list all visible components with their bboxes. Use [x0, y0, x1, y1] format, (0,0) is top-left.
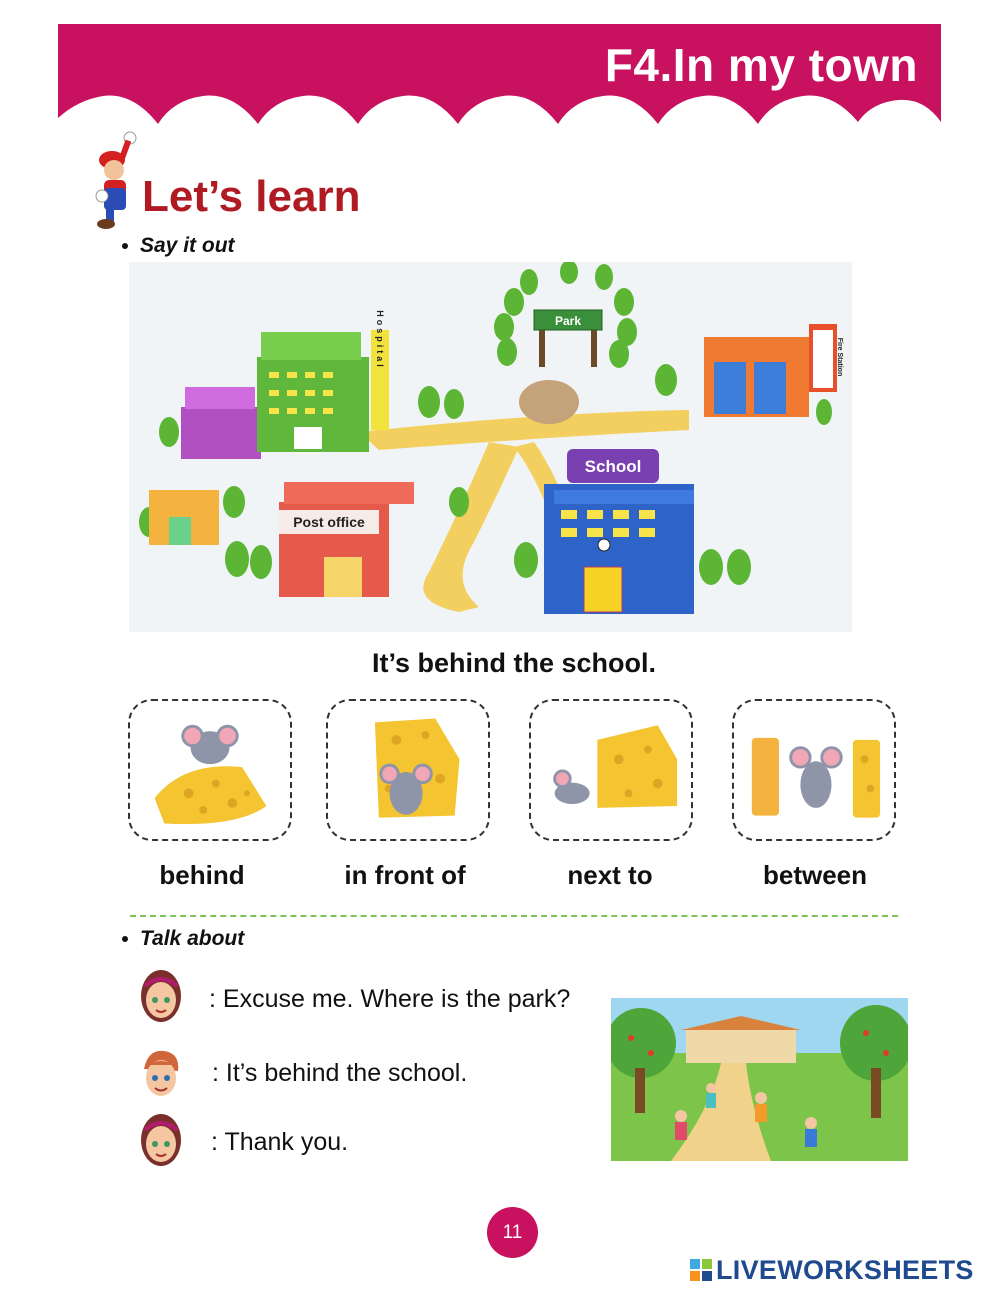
talk-about-label: Talk about [140, 927, 245, 950]
unit-title: F4.In my town [604, 39, 918, 91]
fire-station-sign: Fire Station [836, 337, 843, 377]
dialogue-line-1: : Excuse me. Where is the park? [209, 985, 571, 1013]
in-front-of-card [326, 699, 490, 841]
say-it-out-heading [122, 234, 235, 258]
liveworksheets-logo-icon [690, 1259, 712, 1281]
prep-label-in-front-of: in front of [344, 860, 466, 890]
bullet-icon [122, 936, 128, 942]
dialogue-line-2: : It’s behind the school. [212, 1059, 468, 1087]
school-sign: School [584, 457, 642, 476]
section-title: Let’s learn [142, 172, 361, 221]
prep-label-behind: behind [159, 860, 245, 890]
behind-card [128, 699, 292, 841]
boy-avatar-icon [140, 1045, 182, 1103]
mouse-in-front-of-cheese-icon [328, 701, 488, 839]
liveworksheets-logo [690, 1255, 974, 1285]
girl-avatar-icon [140, 968, 182, 1026]
page-number: 11 [487, 1207, 538, 1258]
prep-label-next-to: next to [567, 860, 653, 890]
town-map-illustration [129, 262, 852, 632]
bullet-icon [122, 243, 128, 249]
logo-text: LIVEWORKSHEETS [716, 1254, 974, 1285]
mouse-next-to-cheese-icon [531, 701, 691, 839]
between-card [732, 699, 896, 841]
mouse-between-cheeses-icon [734, 701, 894, 839]
park-scene-illustration [611, 998, 908, 1161]
say-it-out-label: Say it out [140, 234, 235, 257]
park-sign: Park [554, 314, 582, 328]
mario-mascot-icon [92, 130, 142, 230]
post-office-sign: Post office [293, 514, 365, 530]
prep-label-between: between [762, 860, 868, 890]
dialogue-line-3: : Thank you. [211, 1128, 349, 1156]
mouse-behind-cheese-icon [130, 701, 290, 839]
example-sentence: It’s behind the school. [371, 648, 656, 678]
hospital-sign: Hospital [375, 310, 385, 370]
girl-avatar-icon [140, 1112, 182, 1170]
talk-about-heading [122, 927, 244, 951]
next-to-card [529, 699, 693, 841]
section-divider [130, 915, 898, 917]
